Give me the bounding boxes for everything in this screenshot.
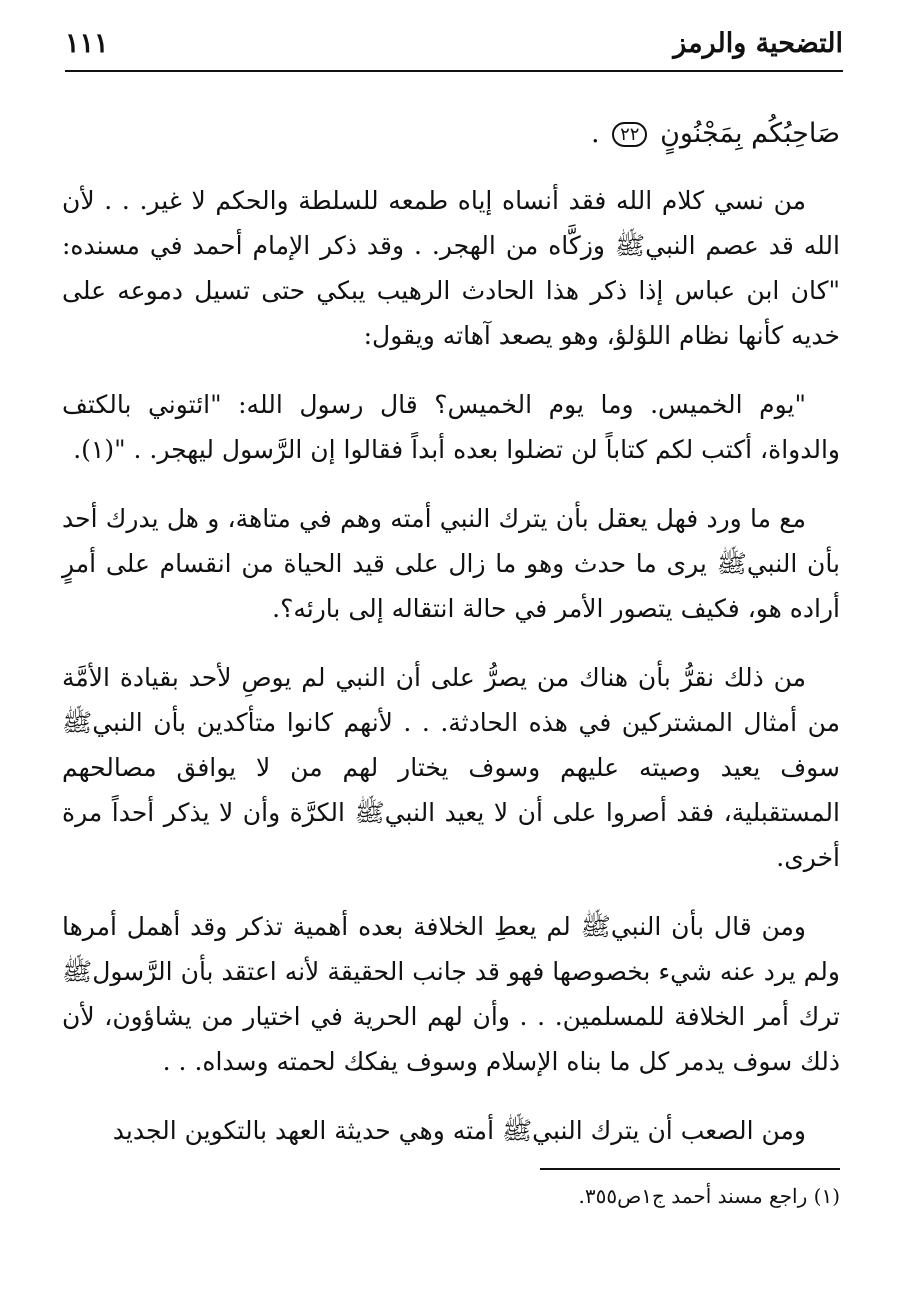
- page-number: ١١١: [65, 28, 109, 59]
- paragraph: من ذلك نقرُّ بأن هناك من يصرُّ على أن النبي لم يوصِ لأحد بقيادة الأمَّة من أمثال المشتركين في هذه الحادثة. . . لأنهم كانوا متأكدين بأن النبيﷺ سوف يعيد وصيته عليهم وسوف يختار لهم من لا يوافق مصالحهم المستقبلية، فقد أصروا على أن لا يعيد النبيﷺ الكرَّة وأن لا يذكر أحداً مرة أخرى.: [62, 663, 840, 872]
- verse-text: صَاحِبُكُم بِمَجْنُونٍ: [660, 118, 840, 149]
- paragraph: مع ما ورد فهل يعقل بأن يترك النبي أمته وهم في متاهة، و هل يدرك أحد بأن النبيﷺ يرى ما حدث وهو ما زال على قيد الحياة من انقسام على أمرٍ أراده هو، فكيف يتصور الأمر في حالة انتقاله إلى بارئه؟.: [62, 504, 840, 623]
- page-header: [65, 22, 843, 68]
- paragraph: "يوم الخميس. وما يوم الخميس؟ قال رسول الله: "ائتوني بالكتف والدواة، أكتب لكم كتاباً لن تضلوا بعده أبداً فقالوا إن الرَّسول ليهجر. . "(١).: [62, 390, 840, 464]
- quran-verse: [591, 118, 840, 149]
- footnote-divider: [540, 1168, 840, 1170]
- footnote: (١) راجع مسند أحمد ج١ص٣٥٥.: [578, 1184, 840, 1208]
- paragraph: ومن الصعب أن يترك النبيﷺ أمته وهي حديثة العهد بالتكوين الجديد: [112, 1116, 806, 1145]
- verse-number-marker: ٢٢: [612, 122, 647, 147]
- main-text: [62, 178, 840, 1177]
- paragraph: من نسي كلام الله فقد أنساه إياه طمعه للسلطة والحكم لا غير. . . لأن الله قد عصم النبيﷺ وزكَّاه من الهجر. . وقد ذكر الإمام أحمد في مسنده: "كان ابن عباس إذا ذكر هذا الحادث الرهيب يبكي حتى تسيل دموعه على خديه كأنها نظام اللؤلؤ، وهو يصعد آهاته ويقول:: [62, 186, 840, 350]
- verse-suffix: .: [590, 118, 600, 149]
- paragraph: ومن قال بأن النبيﷺ لم يعطِ الخلافة بعده أهمية تذكر وقد أهمل أمرها ولم يرد عنه شيء بخصوصها فهو قد جانب الحقيقة لأنه اعتقد بأن الرَّسولﷺ ترك أمر الخلافة للمسلمين. . . وأن لهم الحرية في اختيار من يشاؤون، لأن ذلك سوف يدمر كل ما بناه الإسلام وسوف يفكك لحمته وسداه. . .: [62, 912, 840, 1076]
- running-title: التضحية والرمز: [673, 28, 843, 59]
- header-divider: [65, 70, 843, 72]
